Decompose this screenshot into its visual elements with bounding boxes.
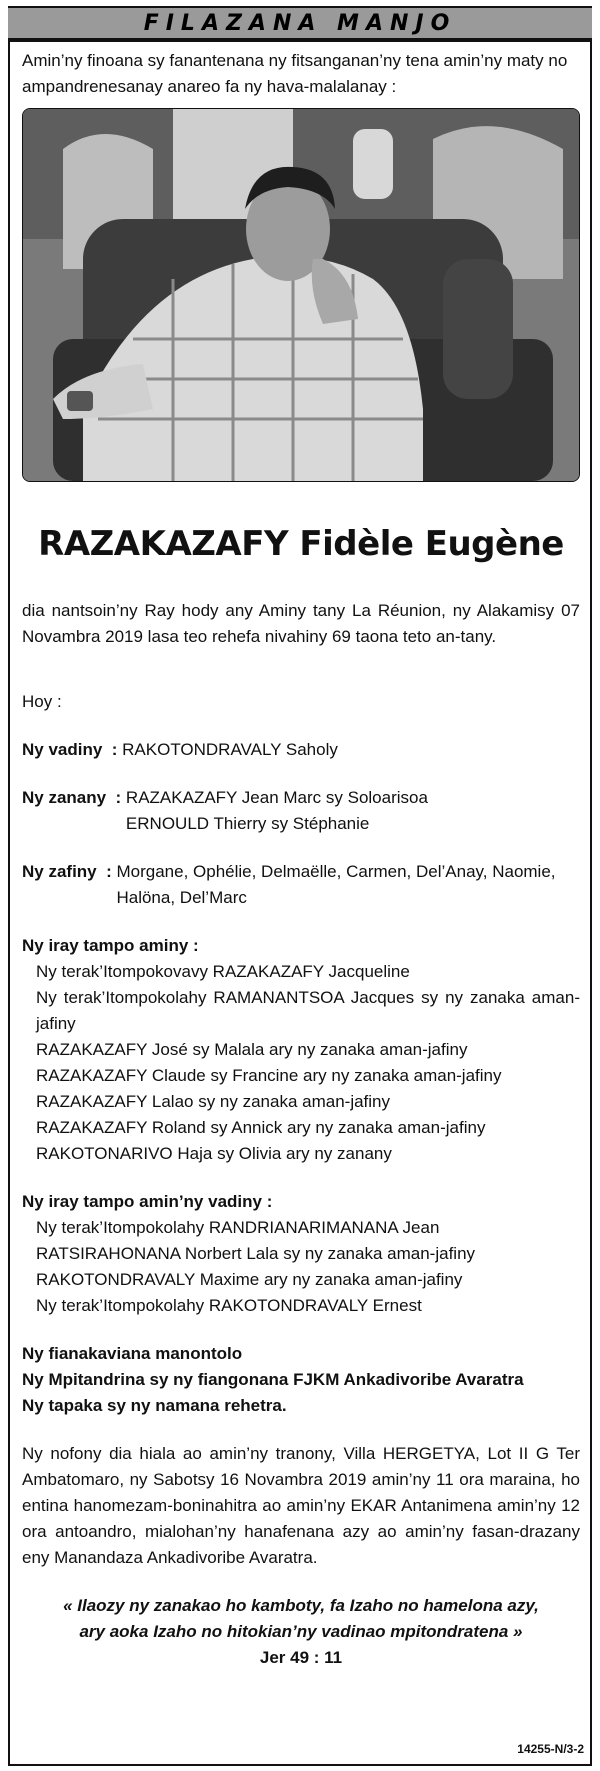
list-item: RAZAKAZAFY Lalao sy ny zanaka aman-jafiny (36, 1092, 391, 1111)
verse-line-2: ary aoka Izaho no hitokian’ny vadinao mpitondratena » (79, 1622, 523, 1641)
closing-line: Ny fianakaviana manontolo (22, 1344, 243, 1363)
verse-reference: Jer 49 : 11 (259, 1648, 343, 1667)
list-item: RAZAKAZAFY José sy Malala ary ny zanaka aman-jafiny (36, 1040, 468, 1059)
notice-frame (8, 40, 592, 1766)
zanany-line: RAZAKAZAFY Jean Marc sy Soloarisoa (125, 788, 428, 807)
portrait-photo (22, 108, 580, 482)
list-item: RATSIRAHONANA Norbert Lala sy ny zanaka aman-jafiny (36, 1244, 476, 1263)
zanany-row (22, 785, 580, 837)
list-item: Ny terak’Itompokovavy RAZAKAZAFY Jacqueline (36, 962, 410, 981)
hoy-label: Hoy : (22, 692, 62, 711)
iray-tampo-aminy-list (22, 959, 580, 1167)
zafiny-line: Morgane, Ophélie, Delmaëlle, Carmen, Del’Anay, Naomie, (116, 862, 556, 881)
header-title: FILAZANA MANJO (143, 10, 457, 36)
list-item: RAZAKAZAFY Roland sy Annick ary ny zanaka aman-jafiny (36, 1118, 486, 1137)
intro-text: Amin’ny finoana sy fanantenana ny fitsanganan’ny tena amin’ny maty no ampandrenesanay anareo fa ny hava-malalanay : (22, 51, 568, 96)
zafiny-row (22, 859, 580, 911)
iray-tampo-vadiny-list (22, 1215, 580, 1319)
reference-code: 14255-N/3-2 (517, 1742, 584, 1756)
death-notice: dia nantsoin’ny Ray hody any Aminy tany La Réunion, ny Alakamisy 07 Novambra 2019 lasa teo rehefa nivahiny 69 taona teto an-tany. (22, 601, 580, 646)
vadiny-value: RAKOTONDRAVALY Saholy (122, 740, 338, 759)
list-item: Ny terak’Itompokolahy RANDRIANARIMANANA Jean (36, 1218, 440, 1237)
funeral-info: Ny nofony dia hiala ao amin’ny tranony, Villa HERGETYA, Lot II G Ter Ambatomaro, ny Sabotsy 16 Novambra 2019 amin’ny 11 ora maraina, ho entina hanomezam-boninahitra ao amin’ny EKAR Antanimena amin’ny 12 ora antoandro, mialohan’ny hanafenana azy ao amin’ny fasan-drazany eny Manandaza Ankadivoribe Avaratra. (22, 1444, 580, 1567)
closing-line: Ny Mpitandrina sy ny fiangonana FJKM Ankadivoribe Avaratra (22, 1370, 524, 1389)
iray-tampo-aminy-heading: Ny iray tampo aminy : (22, 936, 199, 955)
zafiny-line: Halöna, Del’Marc (116, 888, 247, 907)
iray-tampo-vadiny-heading: Ny iray tampo amin’ny vadiny : (22, 1192, 273, 1211)
list-item: Ny terak’Itompokolahy RAMANANTSOA Jacques sy ny zanaka aman-jafiny (36, 988, 580, 1033)
zanany-label: Ny zanany : (22, 788, 126, 807)
notice-content (22, 48, 580, 1671)
portrait-photo-illustration (23, 109, 579, 481)
closing-signatories (22, 1341, 580, 1419)
list-item: RAZAKAZAFY Claude sy Francine ary ny zanaka aman-jafiny (36, 1066, 502, 1085)
deceased-name: RAZAKAZAFY Fidèle Eugène (38, 524, 564, 564)
verse-line-1: « Ilaozy ny zanakao ho kamboty, fa Izaho no hamelona azy, (63, 1596, 539, 1615)
list-item: Ny terak’Itompokolahy RAKOTONDRAVALY Ernest (36, 1296, 422, 1315)
closing-line: Ny tapaka sy ny namana rehetra. (22, 1396, 287, 1415)
vadiny-row (22, 737, 580, 763)
header-banner (8, 6, 592, 40)
list-item: RAKOTONDRAVALY Maxime ary ny zanaka aman-jafiny (36, 1270, 463, 1289)
zanany-line: ERNOULD Thierry sy Stéphanie (125, 814, 370, 833)
list-item: RAKOTONARIVO Haja sy Olivia ary ny zanany (36, 1144, 392, 1163)
vadiny-label: Ny vadiny : (22, 740, 123, 759)
zafiny-label: Ny zafiny : (22, 862, 117, 881)
